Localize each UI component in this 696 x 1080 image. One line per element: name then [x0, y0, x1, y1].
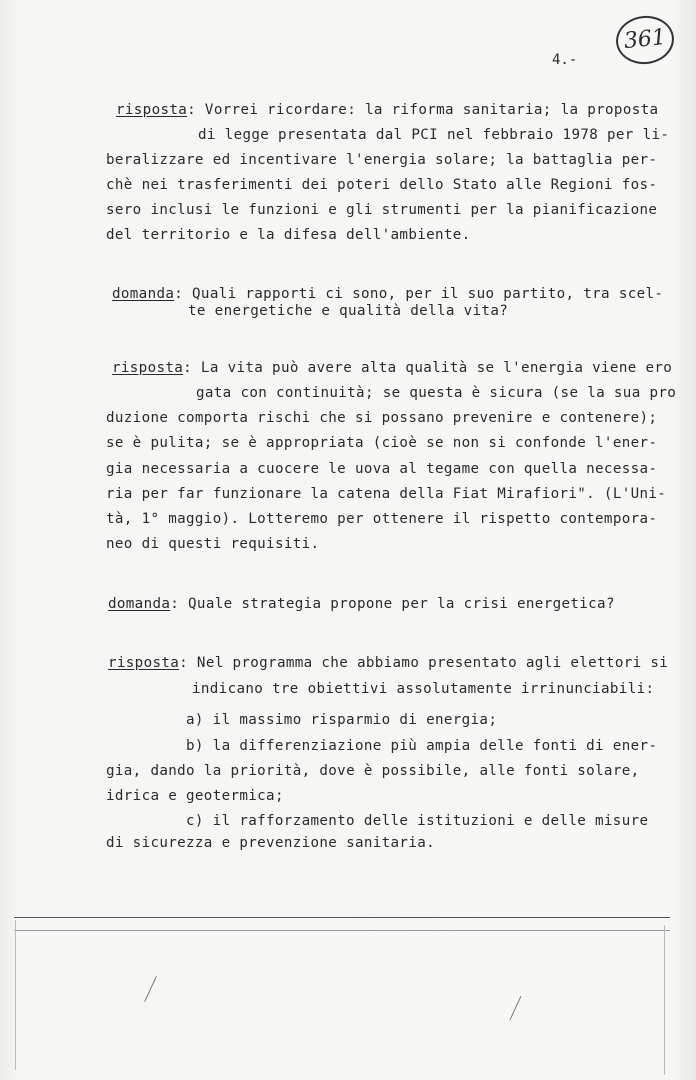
archive-page-stamp: 361 — [614, 13, 677, 67]
text-line: se è pulita; se è appropriata (cioè se non si confonde l'ener- — [106, 435, 658, 451]
text-line: ria per far funzionare la catena della Fiat Mirafiori". (L'Uni- — [106, 486, 667, 502]
page-number: 4.- — [552, 52, 578, 68]
text-line: domanda: Quale strategia propone per la crisi energetica? — [108, 596, 615, 612]
pencil-mark — [144, 976, 157, 1002]
list-item: b) la differenziazione più ampia delle fonti di ener- — [186, 738, 658, 754]
speaker-label: risposta — [116, 102, 188, 118]
page-edge-line — [664, 925, 665, 1075]
text-line: te energetiche e qualità della vita? — [188, 303, 509, 319]
speaker-label: domanda — [108, 596, 171, 612]
text-line: risposta: Nel programma che abbiamo presentato agli elettori si — [108, 655, 669, 671]
text-line: chè nei trasferimenti dei poteri dello Stato alle Regioni fos- — [106, 177, 658, 193]
speaker-label: domanda — [112, 286, 175, 302]
text-line: risposta: La vita può avere alta qualità se l'energia viene ero — [112, 360, 673, 376]
list-item: c) il rafforzamento delle istituzioni e delle misure — [186, 813, 649, 829]
text-line: del territorio e la difesa dell'ambiente. — [106, 227, 471, 243]
text-line: domanda: Quali rapporti ci sono, per il suo partito, tra scel- — [112, 286, 664, 302]
speaker-label: risposta — [112, 360, 184, 376]
text-line: gia, dando la priorità, dove è possibile, alle fonti solare, — [106, 763, 640, 779]
page-edge-line — [14, 917, 670, 918]
text-line: sero inclusi le funzioni e gli strumenti per la pianificazione — [106, 202, 658, 218]
text-line: idrica e geotermica; — [106, 788, 284, 804]
speaker-label: risposta — [108, 655, 180, 671]
text-line: risposta: Vorrei ricordare: la riforma sanitaria; la proposta — [116, 102, 659, 118]
text-line: di sicurezza e prevenzione sanitaria. — [106, 835, 435, 851]
text-line: gia necessaria a cuocere le uova al tegame con quella necessa- — [106, 461, 658, 477]
text-line: indicano tre obiettivi assolutamente irrinunciabili: — [192, 681, 655, 697]
pencil-mark — [510, 996, 522, 1020]
text-line: gata con continuità; se questa è sicura (se la sua pro — [196, 385, 677, 401]
list-item: a) il massimo risparmio di energia; — [186, 712, 498, 728]
page-edge-line — [15, 920, 16, 1070]
text-line: di legge presentata dal PCI nel febbraio 1978 per li- — [198, 127, 670, 143]
page-edge-line — [14, 930, 670, 931]
text-line: beralizzare ed incentivare l'energia solare; la battaglia per- — [106, 152, 658, 168]
text-line: neo di questi requisiti. — [106, 536, 320, 552]
text-line: duzione comporta rischi che si possano prevenire e contenere); — [106, 410, 658, 426]
text-line: tà, 1° maggio). Lotteremo per ottenere il rispetto contempora- — [106, 511, 658, 527]
